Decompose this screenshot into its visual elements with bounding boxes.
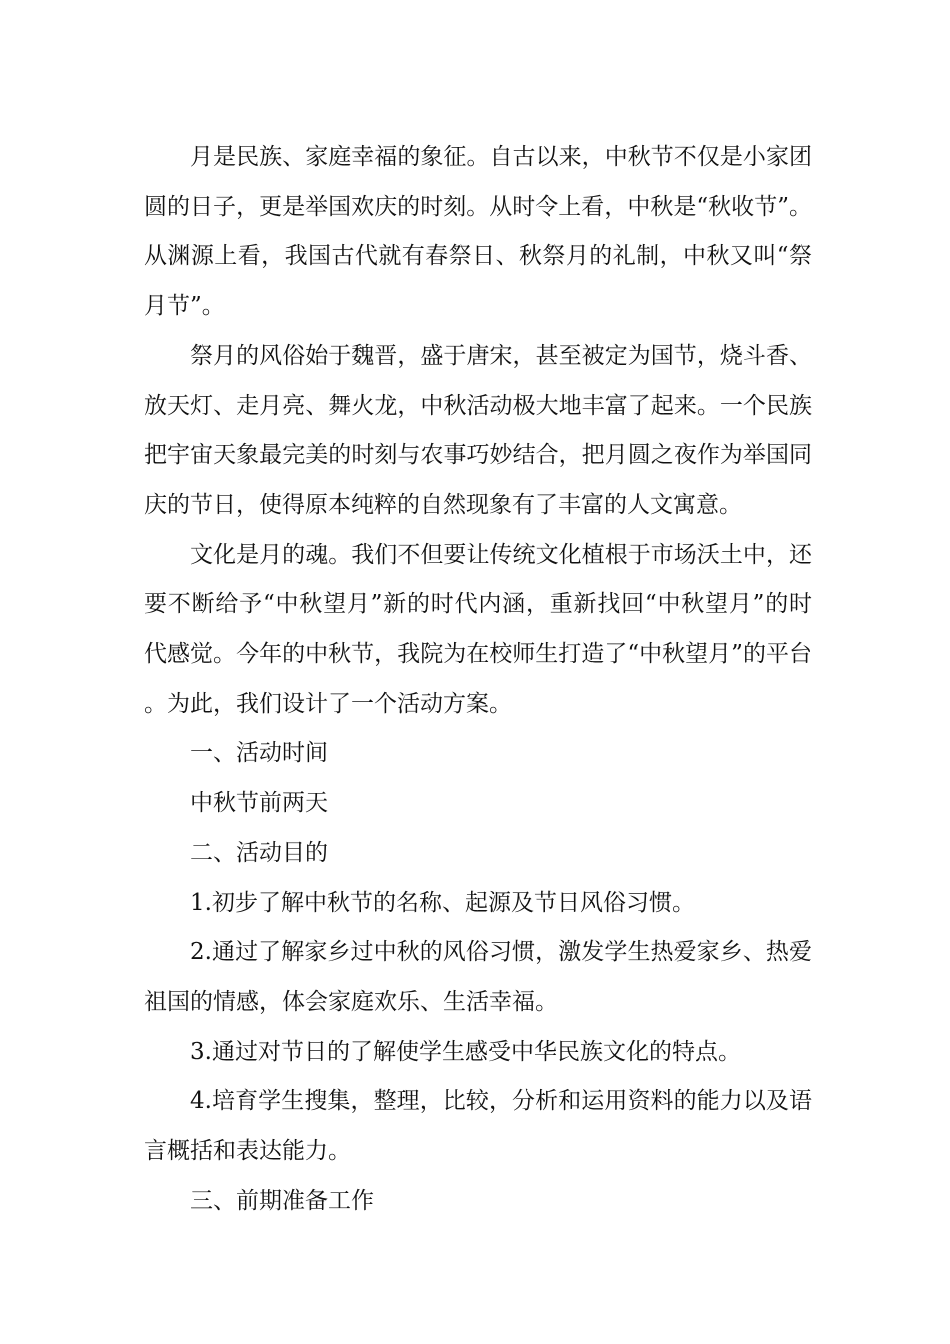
list-item-purpose-2: 2.通过了解家乡过中秋的风俗习惯，激发学生热爱家乡、热爱祖国的情感，体会家庭欢乐、生活幸福。 xyxy=(144,939,812,1015)
list-item-purpose-3: 3.通过对节日的了解使学生感受中华民族文化的特点。 xyxy=(190,1038,741,1065)
section-heading-activity-time: 一、活动时间 xyxy=(190,740,328,767)
paragraph-activity-time: 中秋节前两天 xyxy=(190,790,328,817)
section-heading-preparation: 三、前期准备工作 xyxy=(190,1187,374,1214)
document-body xyxy=(144,133,812,1226)
list-item-purpose-4: 4.培育学生搜集，整理，比较，分析和运用资料的能力以及语言概括和表达能力。 xyxy=(144,1088,812,1165)
paragraph-intro-moon-symbol: 月是民族、家庭幸福的象征。自古以来，中秋节不仅是小家团圆的日子，更是举国欢庆的时刻。从时令上看，中秋是“秋收节”。从渊源上看，我国古代就有春祭日、秋祭月的礼制，中秋又叫“祭月节”。 xyxy=(144,144,812,320)
list-item-purpose-1: 1.初步了解中秋节的名称、起源及节日风俗习惯。 xyxy=(190,889,695,916)
paragraph-culture-soul: 文化是月的魂。我们不但要让传统文化植根于市场沃土中，还要不断给予“中秋望月”新的时代内涵，重新找回“中秋望月”的时代感觉。今年的中秋节，我院为在校师生打造了“中秋望月”的平台。为此，我们设计了一个活动方案。 xyxy=(144,541,812,717)
paragraph-moon-worship-custom: 祭月的风俗始于魏晋，盛于唐宋，甚至被定为国节，烧斗香、放天灯、走月亮、舞火龙，中秋活动极大地丰富了起来。一个民族把宇宙天象最完美的时刻与农事巧妙结合，把月圆之夜作为举国同庆的节日，使得原本纯粹的自然现象有了丰富的人文寓意。 xyxy=(144,342,812,518)
section-heading-activity-purpose: 二、活动目的 xyxy=(190,839,328,866)
